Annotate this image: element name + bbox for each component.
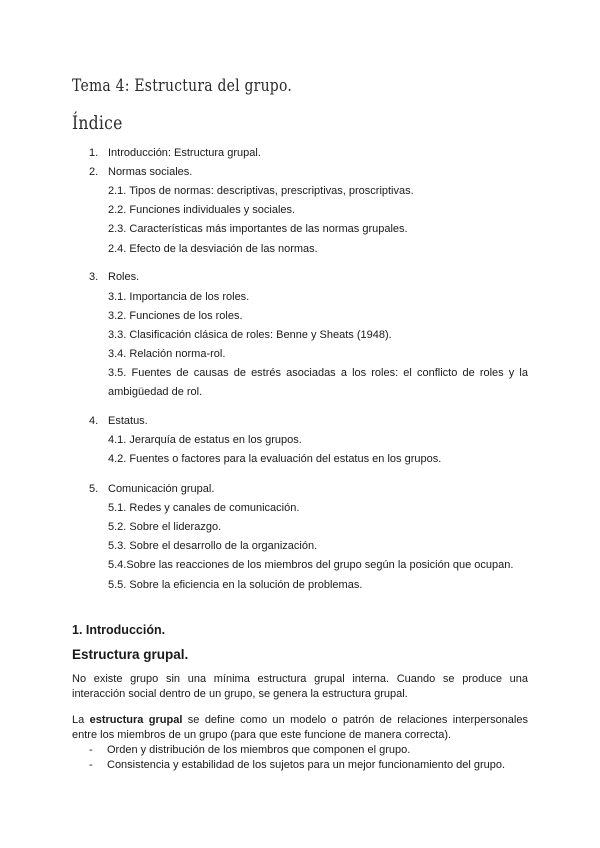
- toc-number: 5.: [89, 483, 99, 495]
- paragraph-text: La: [72, 714, 90, 726]
- bullet-dash: -: [89, 759, 93, 771]
- toc-label: Normas sociales.: [108, 166, 193, 178]
- toc-number: 4.: [89, 415, 99, 427]
- toc-item-3-4: 3.4. Relación norma-rol.: [108, 348, 226, 360]
- toc-label: Roles.: [108, 271, 140, 283]
- toc-item-5-1: 5.1. Redes y canales de comunicación.: [108, 502, 300, 514]
- toc-label: Comunicación grupal.: [108, 483, 215, 495]
- toc-item-2-3: 2.3. Características más importantes de las normas grupales.: [108, 223, 408, 235]
- toc-item-4-1: 4.1. Jerarquía de estatus en los grupos.: [108, 434, 302, 446]
- toc-item-2-4: 2.4. Efecto de la desviación de las normas.: [108, 243, 318, 255]
- list-item-text: Orden y distribución de los miembros que componen el grupo.: [107, 744, 411, 756]
- toc-item-2-1: 2.1. Tipos de normas: descriptivas, prescriptivas, proscriptivas.: [108, 185, 414, 197]
- toc-label: Introducción: Estructura grupal.: [108, 147, 261, 159]
- toc-number: 1.: [89, 147, 99, 159]
- section-heading: 1. Introducción.: [72, 623, 166, 637]
- toc-item-2-2: 2.2. Funciones individuales y sociales.: [108, 204, 296, 216]
- key-term: estructura grupal: [89, 714, 183, 726]
- toc-item-3-5-cont: ambigüedad de rol.: [108, 386, 203, 398]
- document-title: Tema 4: Estructura del grupo.: [72, 76, 293, 96]
- list-item-text: Consistencia y estabilidad de los sujetos para un mejor funcionamiento del grupo.: [107, 759, 506, 771]
- paragraph: No existe grupo sin una mínima estructura grupal interna. Cuando se produce una interacción social dentro de un grupo, se genera la estructura grupal.: [72, 673, 528, 700]
- toc-item-5-4: 5.4.Sobre las reacciones de los miembros del grupo según la posición que ocupan.: [108, 559, 514, 571]
- toc-number: 3.: [89, 271, 99, 283]
- toc-item-3-2: 3.2. Funciones de los roles.: [108, 310, 243, 322]
- toc-item-3-3: 3.3. Clasificación clásica de roles: Benne y Sheats (1948).: [108, 329, 392, 341]
- toc-label: Estatus.: [108, 415, 148, 427]
- bullet-dash: -: [89, 744, 93, 756]
- toc-item-3-1: 3.1. Importancia de los roles.: [108, 291, 250, 303]
- toc-item-5-2: 5.2. Sobre el liderazgo.: [108, 521, 222, 533]
- toc-item-5-5: 5.5. Sobre la eficiencia en la solución de problemas.: [108, 579, 363, 591]
- index-heading: Índice: [72, 112, 123, 134]
- paragraph-text: se define como un modelo o patrón de relaciones interpersonales entre los miembros de un grupo (para que este funcione de manera correcta).: [72, 714, 528, 741]
- section-subheading: Estructura grupal.: [72, 647, 189, 662]
- toc-item-5-3: 5.3. Sobre el desarrollo de la organización.: [108, 540, 318, 552]
- toc-item-3-5: 3.5. Fuentes de causas de estrés asociadas a los roles: el conflicto de roles y la: [108, 367, 528, 379]
- toc-item-4-2: 4.2. Fuentes o factores para la evaluación del estatus en los grupos.: [108, 453, 442, 465]
- paragraph-definition: [72, 713, 528, 743]
- toc-number: 2.: [89, 166, 99, 178]
